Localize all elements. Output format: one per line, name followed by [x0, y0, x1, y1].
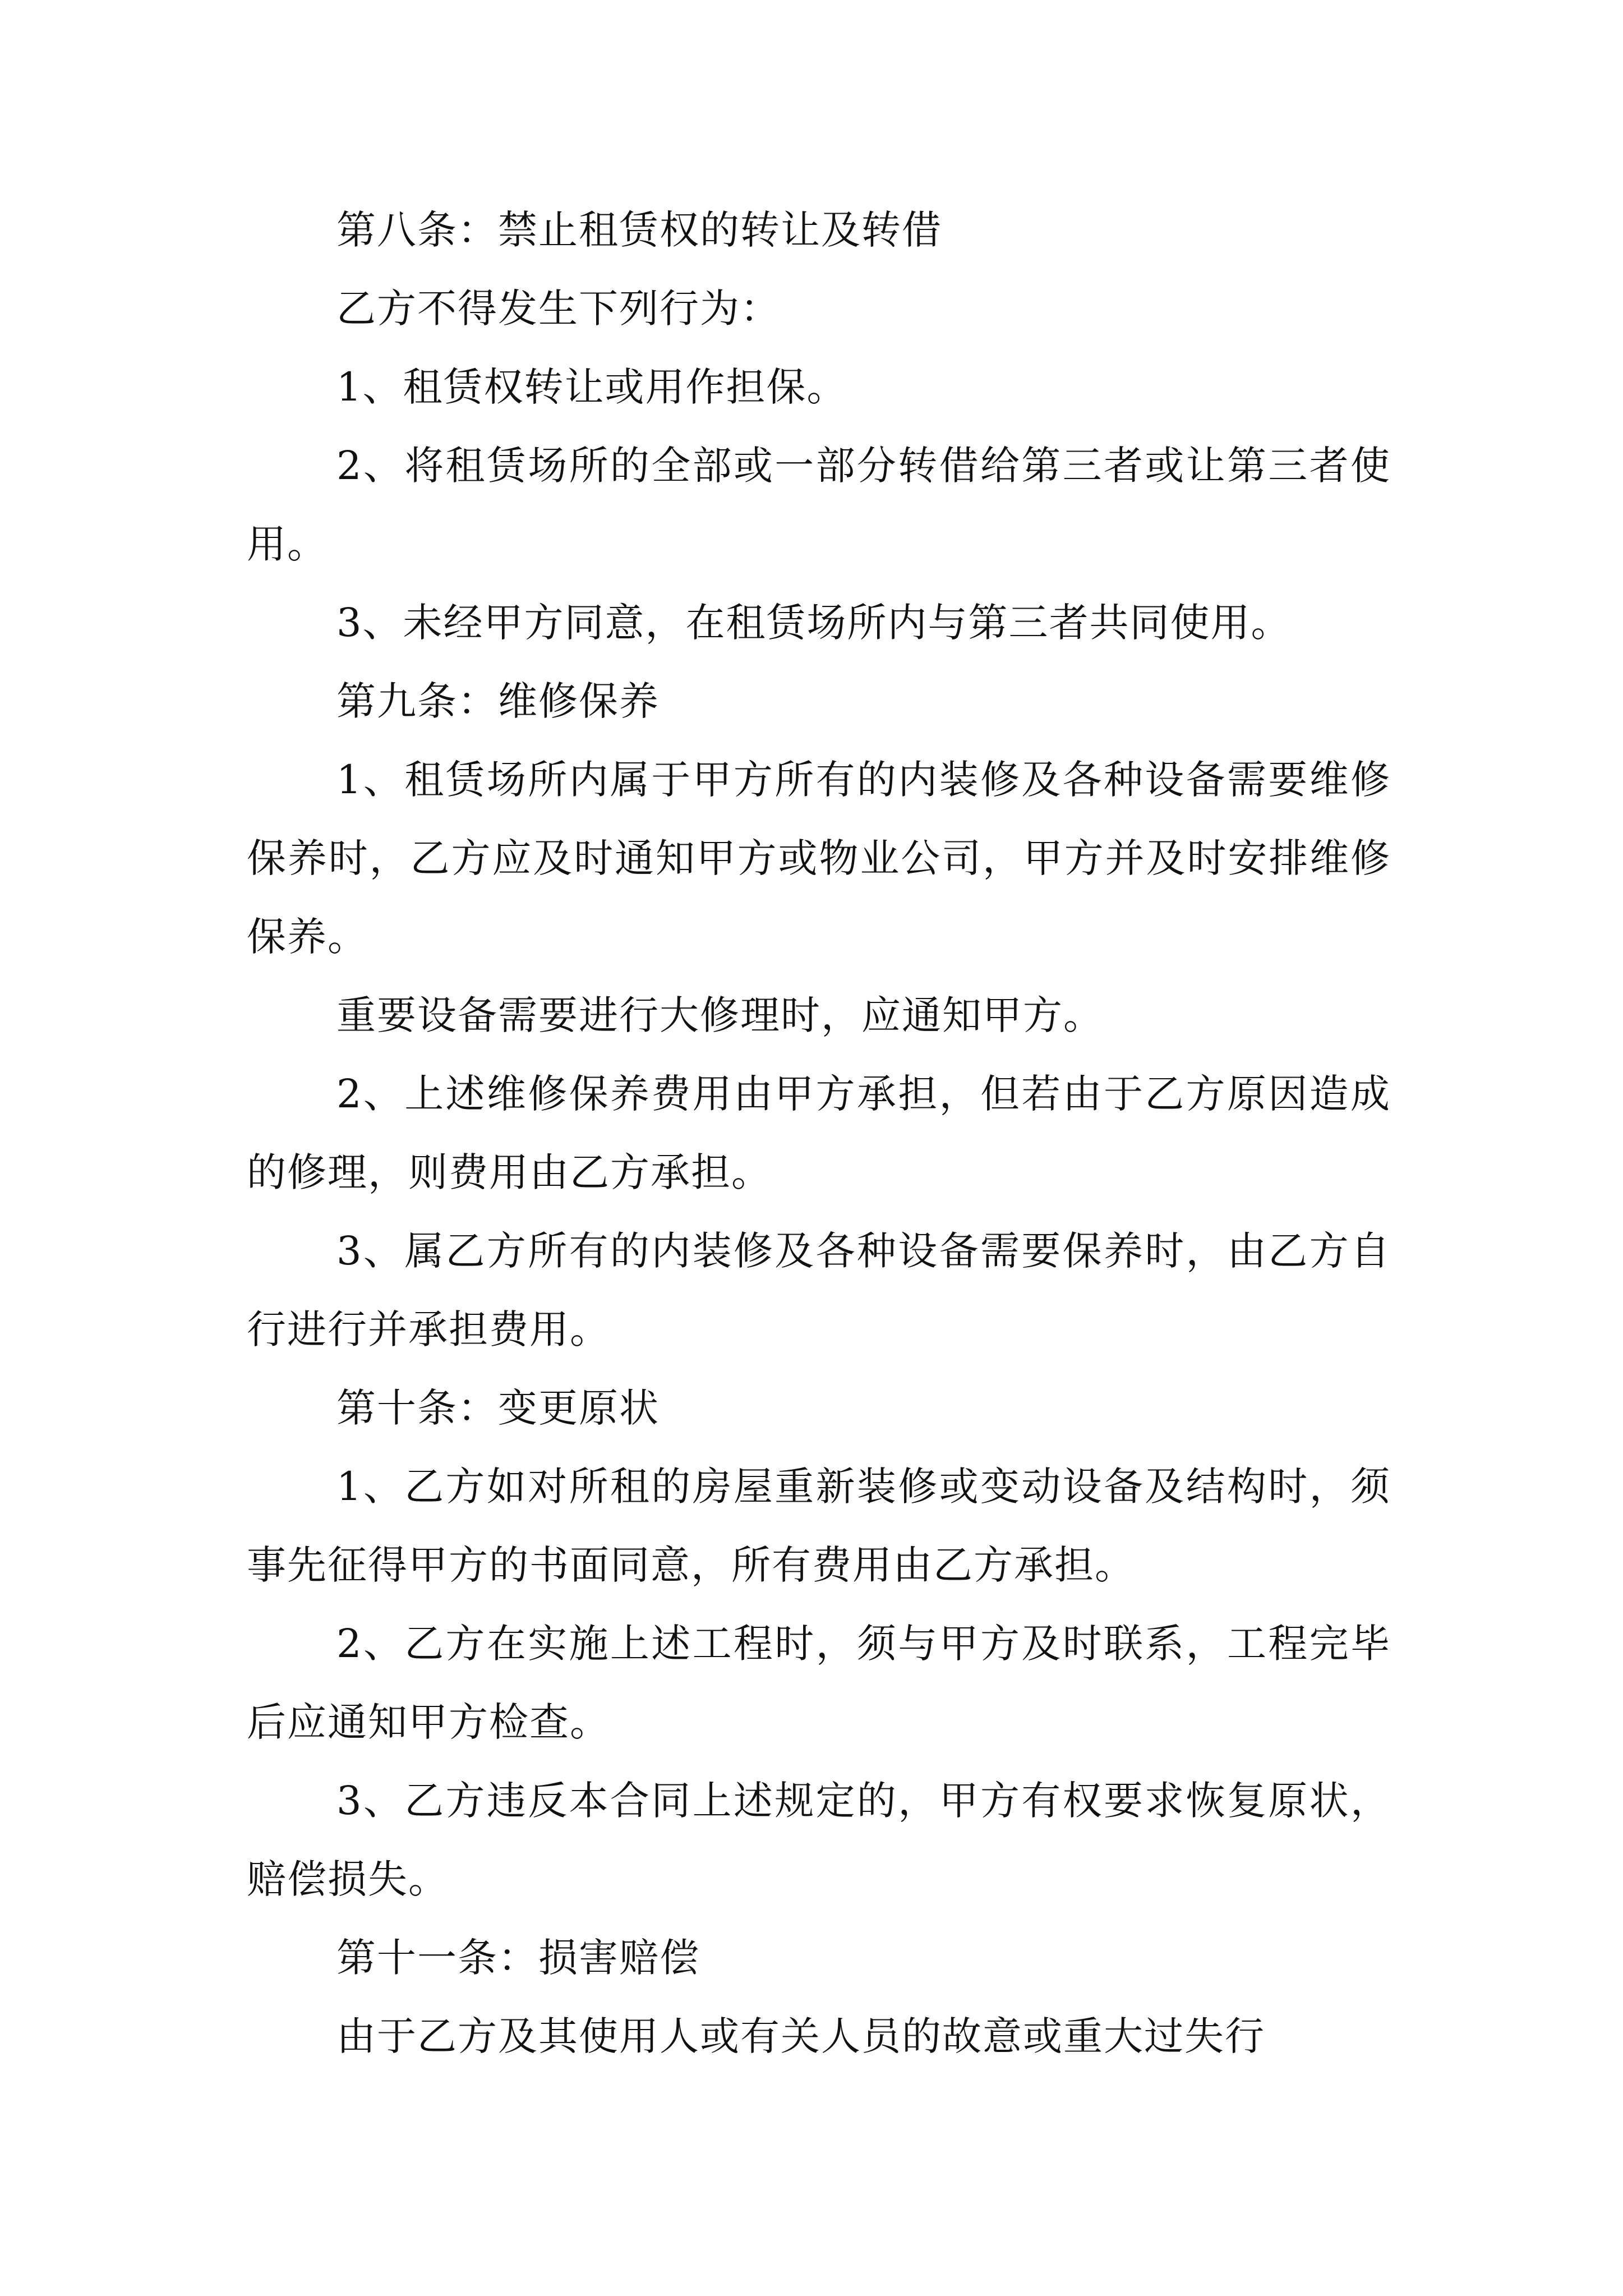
- paragraph: 由于乙方及其使用人或有关人员的故意或重大过失行: [336, 2013, 1265, 2059]
- paragraph: 1、租赁权转让或用作担保。: [336, 364, 847, 410]
- paragraph: 3、乙方违反本合同上述规定的，甲方有权要求恢复原状，赔偿损失。: [247, 1778, 1391, 1902]
- paragraph: 1、乙方如对所租的房屋重新装修或变动设备及结构时，须事先征得甲方的书面同意，所有费用由乙方承担。: [247, 1464, 1391, 1588]
- paragraph: 2、乙方在实施上述工程时，须与甲方及时联系，工程完毕后应通知甲方检查。: [247, 1621, 1391, 1745]
- paragraph: 3、未经甲方同意，在租赁场所内与第三者共同使用。: [336, 600, 1292, 646]
- article-8-heading: 第八条：禁止租赁权的转让及转借: [336, 207, 942, 253]
- paragraph: 3、属乙方所有的内装修及各种设备需要保养时，由乙方自行进行并承担费用。: [247, 1228, 1391, 1352]
- paragraph: 2、将租赁场所的全部或一部分转借给第三者或让第三者使用。: [247, 443, 1391, 567]
- paragraph: 2、上述维修保养费用由甲方承担，但若由于乙方原因造成的修理，则费用由乙方承担。: [247, 1071, 1391, 1195]
- article-10-heading: 第十条：变更原状: [336, 1385, 660, 1431]
- document-body: [247, 191, 1391, 2076]
- paragraph: 乙方不得发生下列行为：: [336, 286, 781, 332]
- paragraph: 重要设备需要进行大修理时，应通知甲方。: [336, 992, 1104, 1038]
- article-9-heading: 第九条：维修保养: [336, 678, 660, 724]
- article-11-heading: 第十一条：损害赔偿: [336, 1935, 700, 1981]
- paragraph: 1、租赁场所内属于甲方所有的内装修及各种设备需要维修保养时，乙方应及时通知甲方或物业公司，甲方并及时安排维修保养。: [247, 757, 1391, 960]
